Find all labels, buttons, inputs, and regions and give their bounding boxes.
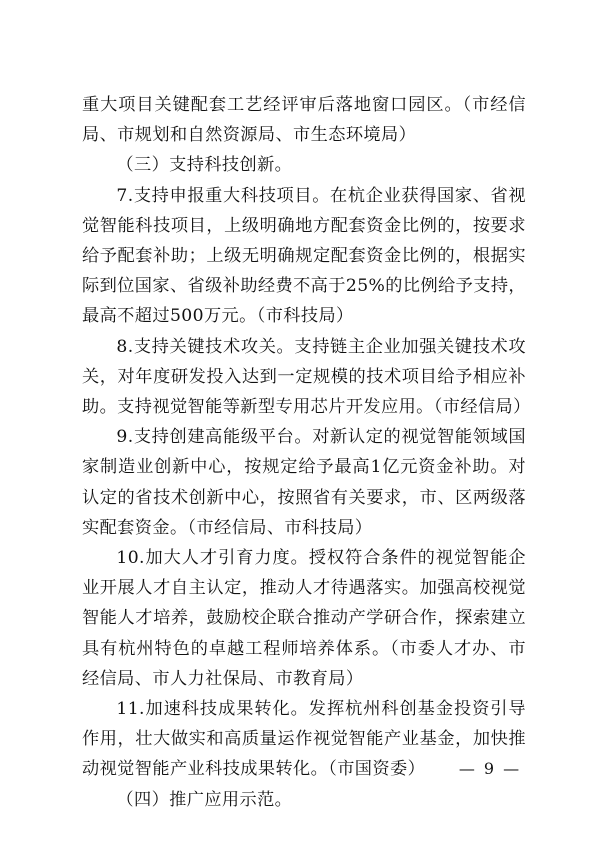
paragraph-item-9: 9.支持创建高能级平台。对新认定的视觉智能领域国家制造业创新中心，按规定给予最高1亿元资金补助。对认定的省技术创新中心，按照省有关要求，市、区两级落实配套资金。（市经信局、市科技局） <box>82 427 526 538</box>
document-body <box>82 90 531 815</box>
paragraph-item-8: 8.支持关键技术攻关。支持链主企业加强关键技术攻关，对年度研发投入达到一定规模的技术项目给予相应补助。支持视觉智能等新型专用芯片开发应用。（市经信局） <box>82 336 531 418</box>
page-number: — 9 — <box>458 759 522 778</box>
section-heading-4: （四）推广应用示范。 <box>116 789 293 810</box>
paragraph-item-10: 10.加大人才引育力度。授权符合条件的视觉智能企业开展人才自主认定，推动人才待遇落实。加强高校视觉智能人才培养，鼓励校企联合推动产学研合作，探索建立具有杭州特色的卓越工程师培养体系。（市委人才办、市经信局、市人力社保局、市教育局） <box>82 548 526 689</box>
paragraph-continuation: 重大项目关键配套工艺经评审后落地窗口园区。（市经信局、市规划和自然资源局、市生态环境局） <box>82 95 526 146</box>
paragraph-item-11: 11.加速科技成果转化。发挥杭州科创基金投资引导作用，壮大做实和高质量运作视觉智能产业基金，加快推动视觉智能产业科技成果转化。（市国资委） <box>82 699 526 780</box>
paragraph-item-7: 7.支持申报重大科技项目。在杭企业获得国家、省视觉智能科技项目，上级明确地方配套资金比例的，按要求给予配套补助；上级无明确规定配套资金比例的，根据实际到位国家、省级补助经费不高于25%的比例给予支持，最高不超过500万元。（市科技局） <box>82 185 526 327</box>
section-heading-3: （三）支持科技创新。 <box>116 155 293 176</box>
